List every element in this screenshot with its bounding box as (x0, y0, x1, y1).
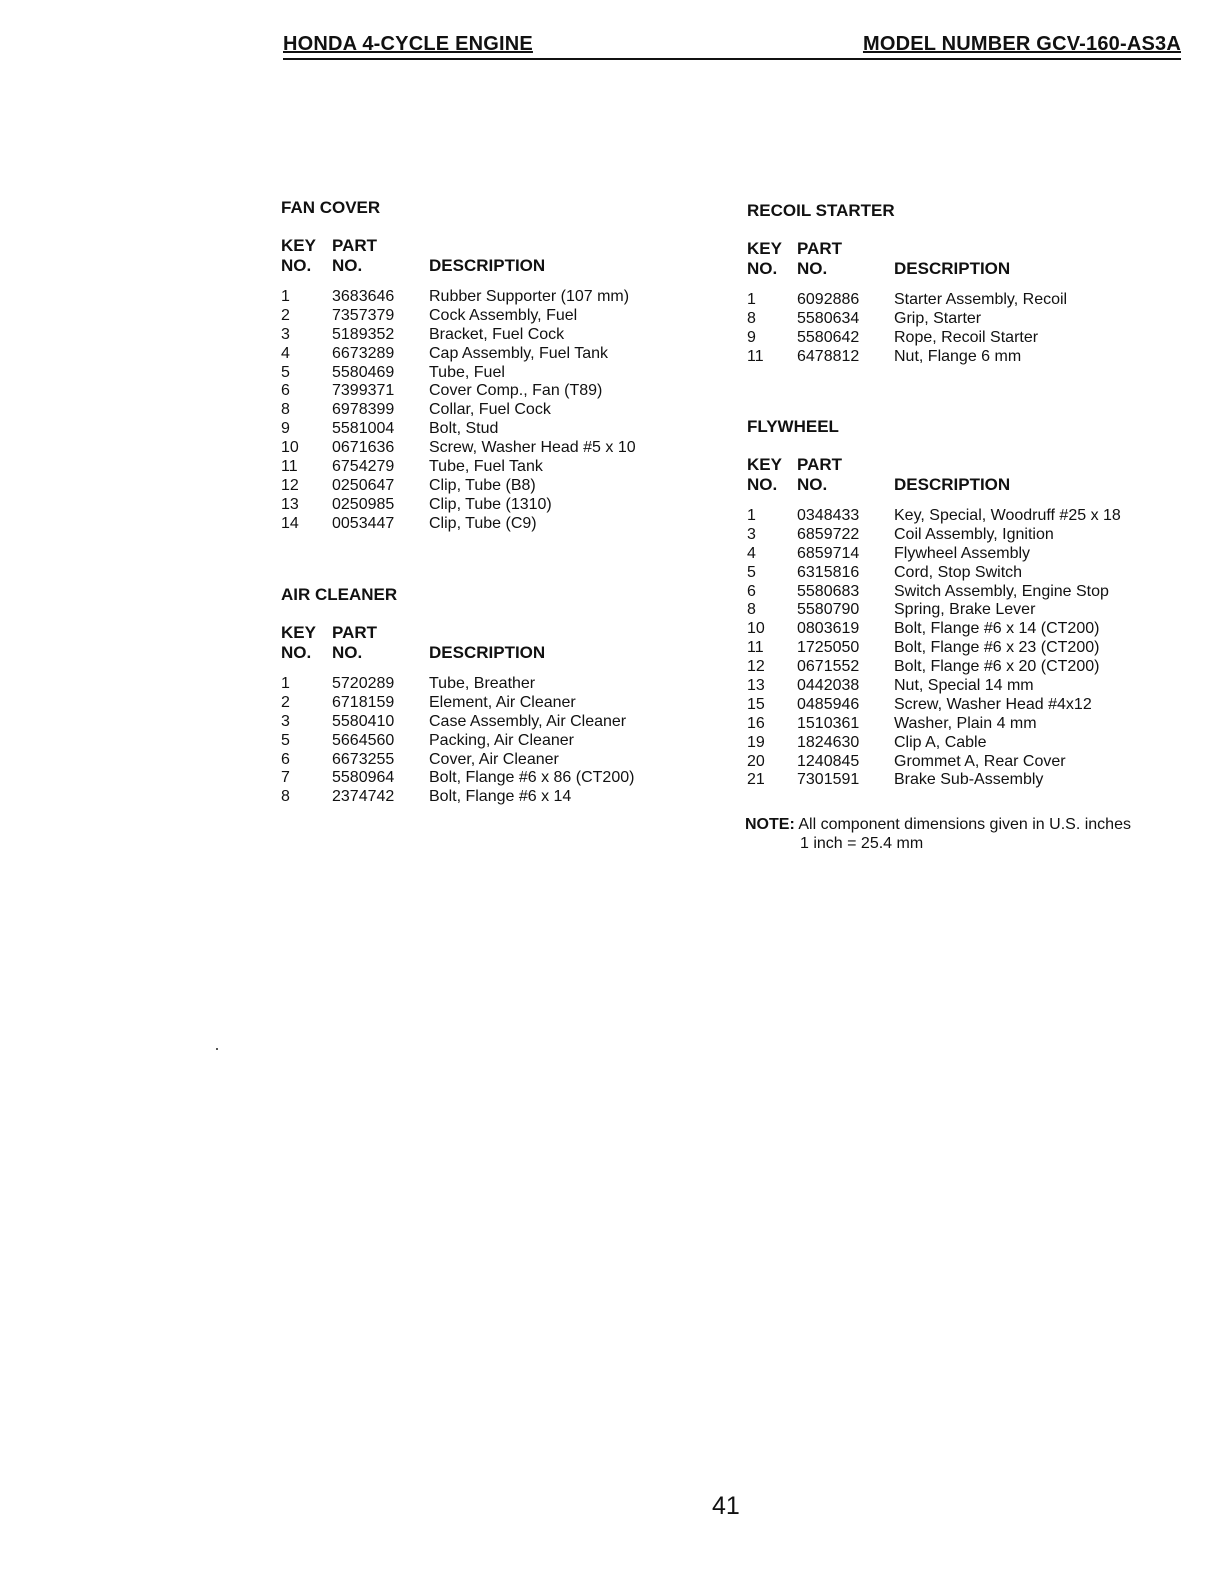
table-row (281, 732, 701, 751)
part-description: Coil Assembly, Ignition (894, 525, 1054, 543)
section-flywheel (747, 417, 1187, 790)
col-description-label: DESCRIPTION (894, 475, 1011, 494)
table-row (281, 515, 701, 534)
table-row (747, 771, 1187, 790)
key-number: 6 (281, 382, 290, 400)
table-row (281, 439, 701, 458)
parts-list (281, 675, 701, 807)
part-number: 5580634 (797, 309, 860, 327)
part-description: Tube, Fuel Tank (429, 458, 543, 476)
col-key-no-label: NO. (281, 643, 312, 662)
table-row (747, 564, 1187, 583)
col-description-label: DESCRIPTION (429, 643, 546, 662)
part-number: 6673255 (332, 750, 395, 768)
part-number: 5581004 (332, 420, 395, 438)
key-number: 3 (747, 525, 756, 543)
part-description: Grommet A, Rear Cover (894, 752, 1066, 770)
part-number: 6754279 (332, 458, 395, 476)
part-description: Nut, Flange 6 mm (894, 347, 1022, 365)
part-description: Rubber Supporter (107 mm) (429, 288, 630, 305)
col-part-label: PART (797, 455, 843, 474)
table-row (281, 675, 701, 694)
col-part-label: PART (332, 236, 378, 255)
part-number: 5580642 (797, 328, 860, 346)
dimensions-note (745, 815, 1131, 853)
table-row (747, 348, 1187, 367)
part-description: Clip, Tube (C9) (429, 514, 537, 532)
table-row (747, 526, 1187, 545)
key-number: 12 (281, 476, 299, 494)
key-number: 9 (747, 328, 756, 346)
section-title: FLYWHEEL (747, 417, 839, 436)
col-key-label: KEY (747, 455, 782, 474)
table-row (747, 658, 1187, 677)
key-number: 4 (281, 344, 290, 362)
col-part-no-label: NO. (797, 259, 828, 278)
key-number: 19 (747, 733, 765, 751)
part-number: 1510361 (797, 714, 860, 732)
table-row (747, 310, 1187, 329)
part-number: 7357379 (332, 306, 395, 324)
part-description: Clip, Tube (1310) (429, 495, 552, 513)
part-description: Cock Assembly, Fuel (429, 306, 578, 324)
part-description: Cover Comp., Fan (T89) (429, 382, 603, 400)
part-description: Rope, Recoil Starter (894, 328, 1039, 346)
note-line-1: All component dimensions given in U.S. inches (798, 816, 1131, 833)
part-number: 5580469 (332, 363, 395, 381)
parts-list (747, 507, 1187, 790)
key-number: 14 (281, 514, 299, 532)
table-row (281, 458, 701, 477)
table-row (281, 288, 701, 307)
key-number: 10 (281, 439, 299, 457)
table-row (747, 620, 1187, 639)
col-description-label: DESCRIPTION (894, 259, 1011, 278)
key-number: 3 (281, 712, 290, 730)
part-number: 7301591 (797, 771, 860, 789)
part-number: 6718159 (332, 693, 395, 711)
table-row (747, 601, 1187, 620)
key-number: 2 (281, 693, 290, 711)
part-description: Bracket, Fuel Cock (429, 325, 565, 343)
column-headers (281, 623, 701, 663)
col-key-no-label: NO. (747, 475, 778, 494)
section-title: FAN COVER (281, 198, 381, 217)
table-row (281, 401, 701, 420)
part-description: Case Assembly, Air Cleaner (429, 712, 627, 730)
key-number: 5 (281, 731, 290, 749)
part-number: 2374742 (332, 788, 395, 806)
table-row (747, 753, 1187, 772)
part-number: 0053447 (332, 514, 395, 532)
part-number: 6978399 (332, 401, 395, 419)
part-number: 5580964 (332, 769, 395, 787)
table-row (747, 696, 1187, 715)
header-model-number: MODEL NUMBER GCV-160-AS3A (862, 33, 1181, 55)
part-number: 1725050 (797, 639, 860, 657)
part-description: Switch Assembly, Engine Stop (894, 582, 1109, 600)
part-number: 0803619 (797, 620, 860, 638)
col-part-no-label: NO. (797, 475, 828, 494)
part-description: Grip, Starter (894, 309, 982, 327)
section-air-cleaner (281, 585, 701, 807)
part-number: 0671636 (332, 439, 395, 457)
part-number: 0348433 (797, 507, 860, 524)
part-description: Bolt, Flange #6 x 14 (429, 788, 572, 806)
table-row (281, 345, 701, 364)
key-number: 6 (747, 582, 756, 600)
key-number: 7 (281, 769, 290, 787)
table-row (747, 734, 1187, 753)
part-number: 0485946 (797, 695, 860, 713)
note-label: NOTE: (745, 816, 795, 833)
table-row (281, 307, 701, 326)
part-description: Flywheel Assembly (894, 544, 1031, 562)
part-description: Packing, Air Cleaner (429, 731, 574, 749)
table-row (747, 329, 1187, 348)
part-description: Cord, Stop Switch (894, 563, 1023, 581)
table-row (747, 715, 1187, 734)
part-number: 5580683 (797, 582, 860, 600)
key-number: 10 (747, 620, 765, 638)
part-description: Starter Assembly, Recoil (894, 291, 1068, 308)
key-number: 20 (747, 752, 765, 770)
table-row (281, 788, 701, 807)
table-row (747, 677, 1187, 696)
part-description: Collar, Fuel Cock (429, 401, 551, 419)
part-description: Nut, Special 14 mm (894, 677, 1034, 695)
table-row (281, 694, 701, 713)
table-row (281, 382, 701, 401)
col-part-label: PART (797, 239, 843, 258)
key-number: 11 (747, 639, 764, 657)
part-number: 6859722 (797, 525, 860, 543)
key-number: 2 (281, 306, 290, 324)
key-number: 8 (747, 309, 756, 327)
table-row (281, 477, 701, 496)
col-part-no-label: NO. (332, 256, 363, 275)
column-headers (747, 239, 1187, 279)
key-number: 1 (747, 291, 756, 308)
part-description: Bolt, Stud (429, 420, 499, 438)
key-number: 21 (747, 771, 765, 789)
key-number: 1 (281, 288, 290, 305)
table-row (281, 769, 701, 788)
part-description: Screw, Washer Head #5 x 10 (429, 439, 636, 457)
part-description: Tube, Breather (429, 675, 536, 692)
part-number: 0250647 (332, 476, 395, 494)
part-number: 5580790 (797, 601, 860, 619)
part-number: 7399371 (332, 382, 395, 400)
part-number: 3683646 (332, 288, 395, 305)
part-description: Cap Assembly, Fuel Tank (429, 344, 609, 362)
key-number: 13 (747, 677, 765, 695)
key-number: 16 (747, 714, 765, 732)
part-number: 1824630 (797, 733, 860, 751)
key-number: 9 (281, 420, 290, 438)
part-number: 5720289 (332, 675, 395, 692)
parts-list (281, 288, 701, 534)
part-number: 5664560 (332, 731, 395, 749)
key-number: 8 (281, 401, 290, 419)
table-row (747, 507, 1187, 526)
key-number: 6 (281, 750, 290, 768)
col-part-no-label: NO. (332, 643, 363, 662)
part-description: Clip, Tube (B8) (429, 476, 536, 494)
key-number: 12 (747, 658, 765, 676)
table-row (281, 364, 701, 383)
table-row (281, 496, 701, 515)
section-fan-cover (281, 198, 701, 534)
key-number: 8 (281, 788, 290, 806)
key-number: 1 (281, 675, 290, 692)
part-description: Cover, Air Cleaner (429, 750, 559, 768)
part-number: 6673289 (332, 344, 395, 362)
part-number: 5189352 (332, 325, 395, 343)
part-description: Bolt, Flange #6 x 14 (CT200) (894, 620, 1100, 638)
col-part-label: PART (332, 623, 378, 642)
section-recoil-starter (747, 201, 1187, 367)
col-key-no-label: NO. (281, 256, 312, 275)
part-description: Screw, Washer Head #4x12 (894, 695, 1092, 713)
col-key-label: KEY (281, 236, 316, 255)
section-title: AIR CLEANER (281, 585, 398, 604)
part-number: 0250985 (332, 495, 395, 513)
part-description: Clip A, Cable (894, 733, 987, 751)
section-title: RECOIL STARTER (747, 201, 895, 220)
part-description: Tube, Fuel (429, 363, 505, 381)
part-number: 6092886 (797, 291, 860, 308)
part-description: Key, Special, Woodruff #25 x 18 (894, 507, 1121, 524)
page-header (283, 30, 1181, 60)
part-number: 6315816 (797, 563, 860, 581)
scan-speck (216, 1048, 218, 1050)
table-row (747, 545, 1187, 564)
col-key-label: KEY (281, 623, 316, 642)
header-engine-title: HONDA 4-CYCLE ENGINE (283, 33, 533, 55)
part-description: Bolt, Flange #6 x 20 (CT200) (894, 658, 1100, 676)
column-headers (281, 236, 701, 276)
key-number: 5 (747, 563, 756, 581)
table-row (747, 583, 1187, 602)
table-row (747, 291, 1187, 310)
part-description: Washer, Plain 4 mm (894, 714, 1037, 732)
parts-list (747, 291, 1187, 367)
part-number: 0442038 (797, 677, 860, 695)
part-number: 5580410 (332, 712, 395, 730)
part-description: Bolt, Flange #6 x 23 (CT200) (894, 639, 1100, 657)
part-description: Spring, Brake Lever (894, 601, 1036, 619)
key-number: 8 (747, 601, 756, 619)
note-line-2: 1 inch = 25.4 mm (800, 835, 924, 852)
part-number: 6859714 (797, 544, 860, 562)
table-row (281, 420, 701, 439)
key-number: 11 (747, 347, 764, 365)
part-description: Bolt, Flange #6 x 86 (CT200) (429, 769, 635, 787)
part-number: 0671552 (797, 658, 860, 676)
table-row (281, 751, 701, 770)
key-number: 3 (281, 325, 290, 343)
part-description: Element, Air Cleaner (429, 693, 576, 711)
table-row (747, 639, 1187, 658)
table-row (281, 326, 701, 345)
key-number: 13 (281, 495, 299, 513)
col-key-no-label: NO. (747, 259, 778, 278)
key-number: 4 (747, 544, 756, 562)
part-number: 1240845 (797, 752, 860, 770)
column-headers (747, 455, 1187, 495)
key-number: 5 (281, 363, 290, 381)
table-row (281, 713, 701, 732)
key-number: 1 (747, 507, 756, 524)
col-key-label: KEY (747, 239, 782, 258)
page-number: 41 (712, 1492, 740, 1520)
key-number: 11 (281, 458, 298, 476)
part-description: Brake Sub-Assembly (894, 771, 1044, 789)
col-description-label: DESCRIPTION (429, 256, 546, 275)
part-number: 6478812 (797, 347, 860, 365)
key-number: 15 (747, 695, 765, 713)
